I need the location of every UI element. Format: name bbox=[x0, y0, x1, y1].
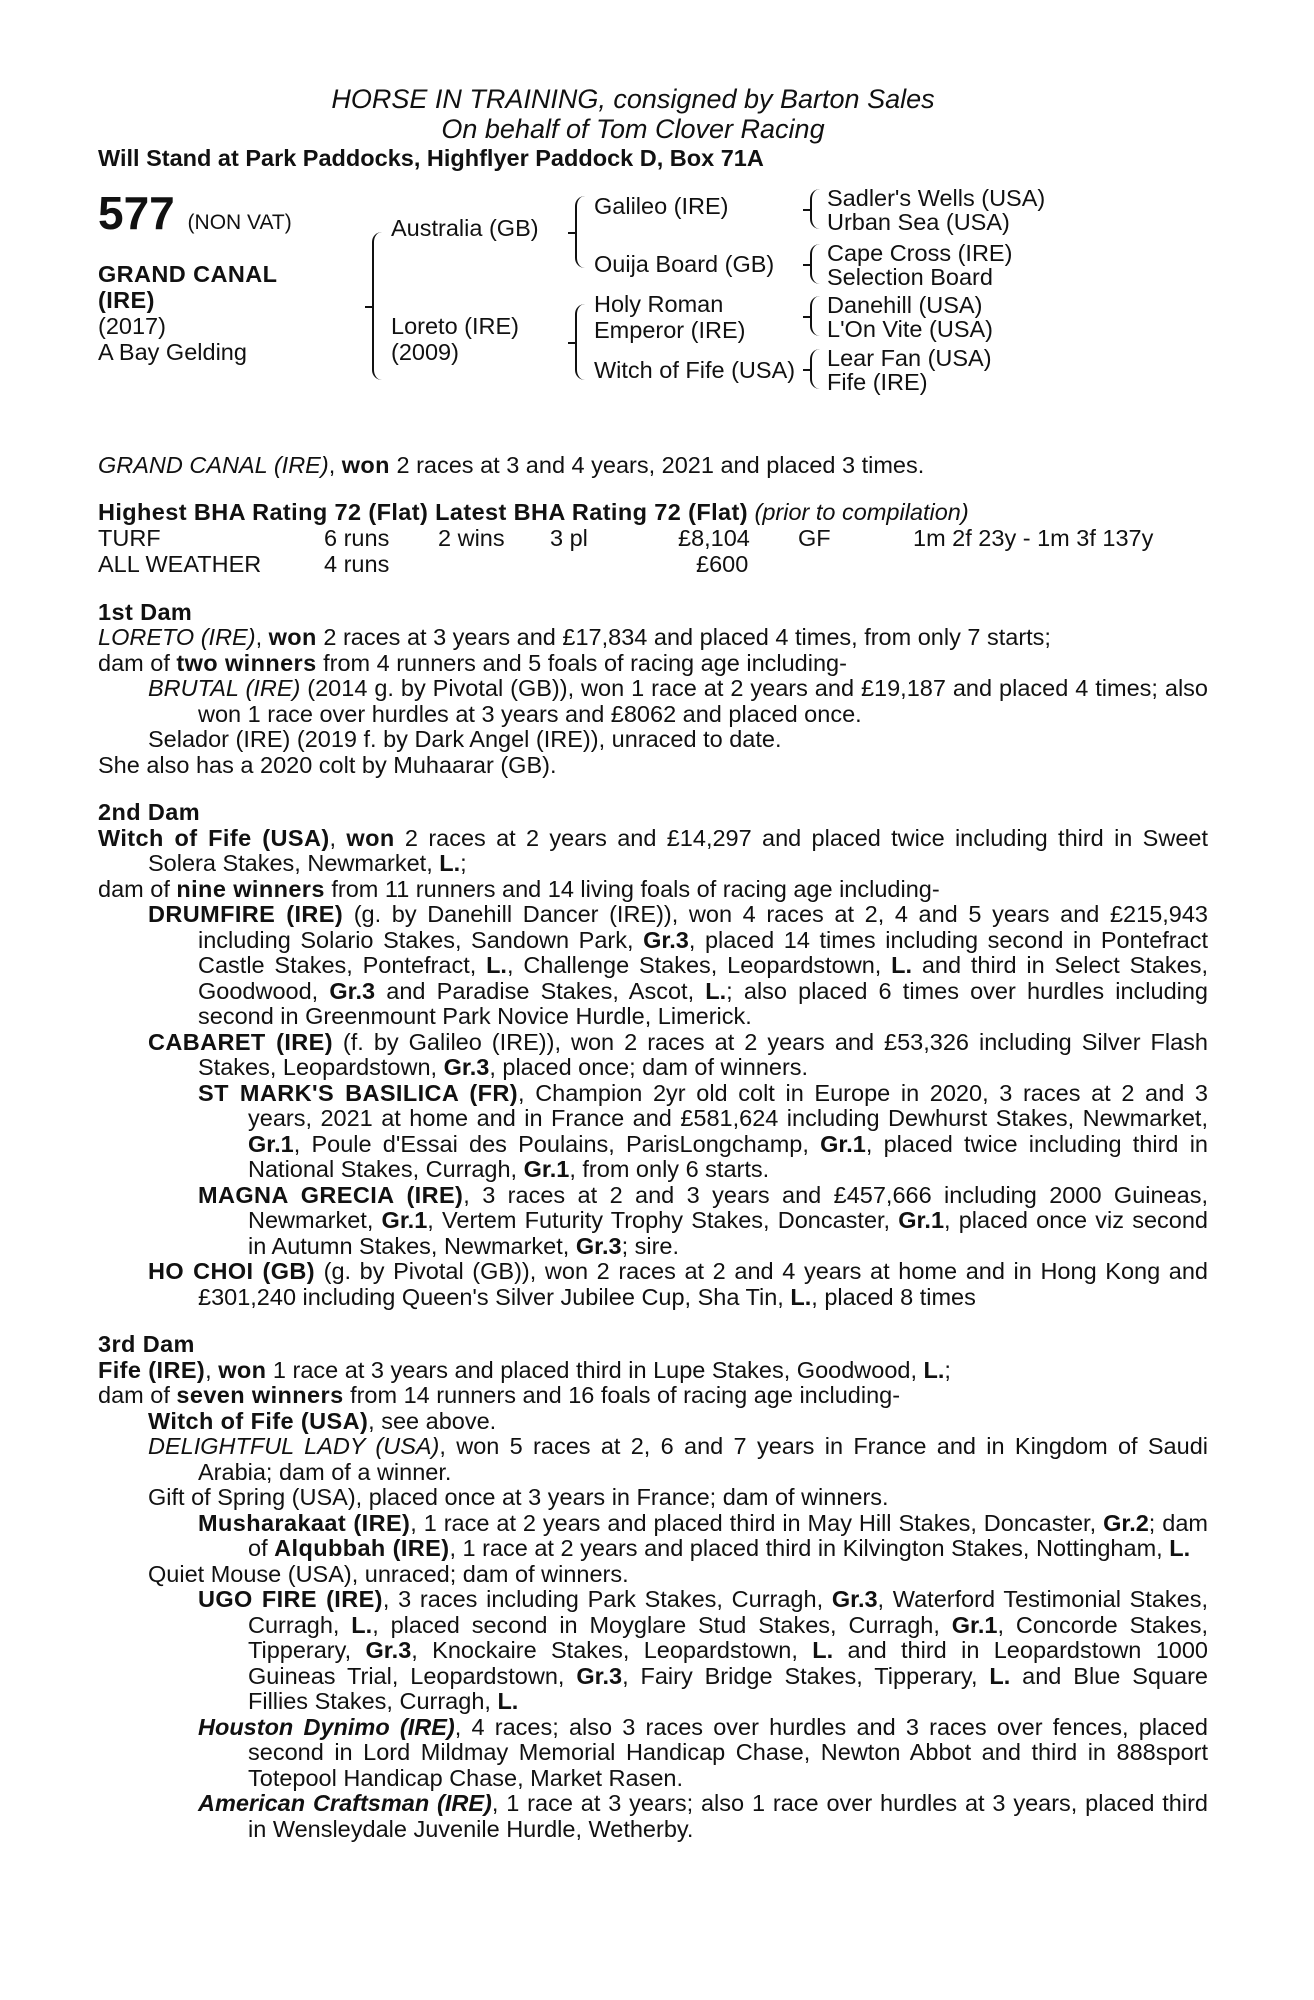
sire-dam: Ouija Board (GB) bbox=[594, 250, 775, 277]
produce-ugo-fire: UGO FIRE (IRE), 3 races including Park Stakes, Curragh, Gr.3, Waterford Testimonial Stakes, Curragh, L., placed second in Moyglare Stud Stakes, Curragh, Gr.1, Concorde Stakes, Tipperary, Gr.3, Knockaire Stakes, Leopardstown, L. and third in Leopardstown 1000 Guineas Trial, Leopardstown, Gr.3, Fairy Bridge Stakes, Tipperary, L. and Blue Square Fillies Stakes, Curragh, L. bbox=[198, 1586, 1208, 1714]
first-dam-line-2: dam of two winners from 4 runners and 5 foals of racing age including- bbox=[98, 649, 847, 676]
first-dam-name: LORETO (IRE) bbox=[98, 624, 256, 650]
produce-witch-of-fife: Witch of Fife (USA), see above. bbox=[148, 1407, 497, 1434]
produce-brutal: BRUTAL (IRE) (2014 g. by Pivotal (GB)), won 1 race at 2 years and £19,187 and placed 4 times; also won 1 race over hurdles at 3 years and £8062 and placed once. bbox=[148, 675, 1208, 727]
turf-row bbox=[98, 526, 1208, 552]
lot-number bbox=[98, 186, 292, 246]
catalogue-page bbox=[98, 84, 1208, 1842]
brace-gg-1 bbox=[810, 189, 820, 229]
produce-musharakaat: Musharakaat (IRE), 1 race at 2 years and placed third in May Hill Stakes, Doncaster, Gr.2; dam of Alqubbah (IRE), 1 race at 2 years and placed third in Kilvington Stakes, Nottingham, L. bbox=[198, 1509, 1208, 1561]
second-dam-heading: 2nd Dam bbox=[98, 799, 201, 825]
ratings-heading: Highest BHA Rating 72 (Flat) Latest BHA Rating 72 (Flat) bbox=[98, 499, 748, 525]
dam: Loreto (IRE) bbox=[391, 312, 519, 339]
all-weather-row bbox=[98, 552, 1208, 578]
second-dam-section bbox=[98, 800, 1208, 1310]
produce-drumfire: DRUMFIRE (IRE) (g. by Danehill Dancer (IRE)), won 4 races at 2, 4 and 5 years and £215,943 including Solario Stakes, Sandown Park, Gr.3, placed 14 times including second in Pontefract Castle Stakes, Pontefract, L., Challenge Stakes, Leopardstown, L. and third in Select Stakes, Goodwood, Gr.3 and Paradise Stakes, Ascot, L.; also placed 6 times over hurdles including second in Greenmount Park Novice Hurdle, Limerick. bbox=[148, 901, 1208, 1029]
brace-gg-4 bbox=[810, 349, 820, 389]
dam-sire-1: Holy Roman bbox=[594, 290, 724, 317]
dd-sire: Lear Fan (USA) bbox=[827, 344, 992, 371]
ss-sire: Sadler's Wells (USA) bbox=[827, 184, 1046, 211]
produce-gift-of-spring: Gift of Spring (USA), placed once at 3 years in France; dam of winners. bbox=[148, 1484, 889, 1510]
third-dam-heading: 3rd Dam bbox=[98, 1331, 195, 1357]
horse-description: A Bay Gelding bbox=[98, 338, 247, 365]
dd-dam: Fife (IRE) bbox=[827, 368, 928, 395]
third-dam-line-1: Fife (IRE), won 1 race at 3 years and placed third in Lupe Stakes, Goodwood, L.; bbox=[98, 1356, 951, 1383]
lot-number-value: 577 bbox=[98, 186, 175, 239]
third-dam-section bbox=[98, 1332, 1208, 1842]
summary-horse: GRAND CANAL (IRE) bbox=[98, 451, 329, 478]
horse-name: GRAND CANAL bbox=[98, 260, 278, 287]
summary-won: won bbox=[341, 451, 390, 478]
brace-gg-3 bbox=[810, 296, 820, 336]
ratings-block bbox=[98, 500, 1208, 578]
turf-wins: 2 wins bbox=[438, 524, 505, 551]
sire: Australia (GB) bbox=[391, 214, 539, 241]
dam-dam: Witch of Fife (USA) bbox=[594, 356, 796, 383]
aw-runs: 4 runs bbox=[324, 550, 390, 577]
produce-houston-dynimo: Houston Dynimo (IRE), 4 races; also 3 races over hurdles and 3 races over fences, placed second in Lord Mildmay Memorial Handicap Chase, Newton Abbot and third in 888sport Totepool Handicap Chase, Market Rasen. bbox=[198, 1713, 1208, 1791]
vat-status: (NON VAT) bbox=[187, 210, 292, 234]
sd-dam: Selection Board bbox=[827, 263, 993, 290]
ss-dam: Urban Sea (USA) bbox=[827, 208, 1010, 235]
header-line-2: On behalf of Tom Clover Racing bbox=[441, 114, 825, 144]
brace-sire-dam bbox=[372, 232, 382, 380]
brace-dam-parents bbox=[575, 304, 585, 380]
horse-year: (2017) bbox=[98, 312, 166, 339]
produce-selador: Selador (IRE) (2019 f. by Dark Angel (IRE)), unraced to date. bbox=[148, 726, 782, 752]
turf-label: TURF bbox=[98, 524, 161, 551]
sire-sire: Galileo (IRE) bbox=[594, 192, 729, 219]
produce-delightful-lady: DELIGHTFUL LADY (USA), won 5 races at 2, 6 and 7 years in France and in Kingdom of Saudi Arabia; dam of a winner. bbox=[148, 1433, 1208, 1485]
sd-sire: Cape Cross (IRE) bbox=[827, 239, 1013, 266]
dam-year: (2009) bbox=[391, 338, 459, 365]
produce-magna-grecia: MAGNA GRECIA (IRE), 3 races at 2 and 3 years and £457,666 including 2000 Guineas, Newmarket, Gr.1, Vertem Futurity Trophy Stakes, Doncaster, Gr.1, placed once viz second in Autumn Stakes, Newmarket, Gr.3; sire. bbox=[198, 1181, 1208, 1259]
brace-sire-parents bbox=[575, 196, 585, 268]
ratings-title bbox=[98, 500, 1208, 526]
turf-going: GF bbox=[798, 524, 831, 551]
first-dam-section bbox=[98, 600, 1208, 779]
second-dam-line-2: dam of nine winners from 11 runners and 14 living foals of racing age including- bbox=[98, 875, 940, 902]
produce-quiet-mouse: Quiet Mouse (USA), unraced; dam of winners. bbox=[148, 1560, 629, 1587]
dam-sire-2: Emperor (IRE) bbox=[594, 316, 746, 343]
summary-text: 2 races at 3 and 4 years, 2021 and placed 3 times. bbox=[389, 451, 925, 478]
race-summary: GRAND CANAL (IRE), won 2 races at 3 and 4 years, 2021 and placed 3 times. bbox=[98, 451, 925, 478]
pedigree-block bbox=[98, 186, 1208, 451]
horse-suffix: (IRE) bbox=[98, 286, 155, 313]
second-dam-line-1: Witch of Fife (USA), won 2 races at 2 years and £14,297 and placed twice including third in Sweet Solera Stakes, Newmarket, L.; bbox=[98, 824, 1209, 876]
ds-sire: Danehill (USA) bbox=[827, 291, 983, 318]
turf-placed: 3 pl bbox=[550, 524, 588, 551]
first-dam-line-1: LORETO (IRE), won 2 races at 3 years and £17,834 and placed 4 times, from only 7 starts; bbox=[98, 624, 1051, 650]
produce-2020-colt: She also has a 2020 colt by Muhaarar (GB). bbox=[98, 751, 557, 778]
aw-earnings: £600 bbox=[696, 550, 749, 577]
produce-cabaret: CABARET (IRE) (f. by Galileo (IRE)), won 2 races at 2 years and £53,326 including Silver Flash Stakes, Leopardstown, Gr.3, placed once; dam of winners. bbox=[148, 1028, 1208, 1080]
page-header bbox=[98, 84, 1208, 172]
third-dam-line-2: dam of seven winners from 14 runners and 16 foals of racing age including- bbox=[98, 1382, 901, 1408]
header-location: Will Stand at Park Paddocks, Highflyer Paddock D, Box 71A bbox=[98, 145, 764, 171]
ds-dam: L'On Vite (USA) bbox=[827, 315, 994, 342]
ratings-note: (prior to compilation) bbox=[754, 499, 969, 525]
turf-distance: 1m 2f 23y - 1m 3f 137y bbox=[913, 524, 1154, 551]
first-dam-heading: 1st Dam bbox=[98, 598, 193, 625]
produce-st-marks-basilica: ST MARK'S BASILICA (FR), Champion 2yr old colt in Europe in 2020, 3 races at 2 and 3 years, 2021 at home and in France and £581,624 including Dewhurst Stakes, Newmarket, Gr.1, Poule d'Essai des Poulains, ParisLongchamp, Gr.1, placed twice including third in National Stakes, Curragh, Gr.1, from only 6 starts. bbox=[198, 1079, 1208, 1182]
turf-earnings: £8,104 bbox=[678, 524, 750, 551]
aw-label: ALL WEATHER bbox=[98, 550, 262, 577]
header-line-1: HORSE IN TRAINING, consigned by Barton Sales bbox=[331, 84, 935, 114]
brace-gg-2 bbox=[810, 244, 820, 284]
produce-ho-choi: HO CHOI (GB) (g. by Pivotal (GB)), won 2 races at 2 and 4 years at home and in Hong Kong and £301,240 including Queen's Silver Jubilee Cup, Sha Tin, L., placed 8 times bbox=[148, 1258, 1209, 1310]
produce-american-craftsman: American Craftsman (IRE), 1 race at 3 years; also 1 race over hurdles at 3 years, placed third in Wensleydale Juvenile Hurdle, Wetherby. bbox=[198, 1790, 1208, 1842]
turf-runs: 6 runs bbox=[324, 524, 390, 551]
